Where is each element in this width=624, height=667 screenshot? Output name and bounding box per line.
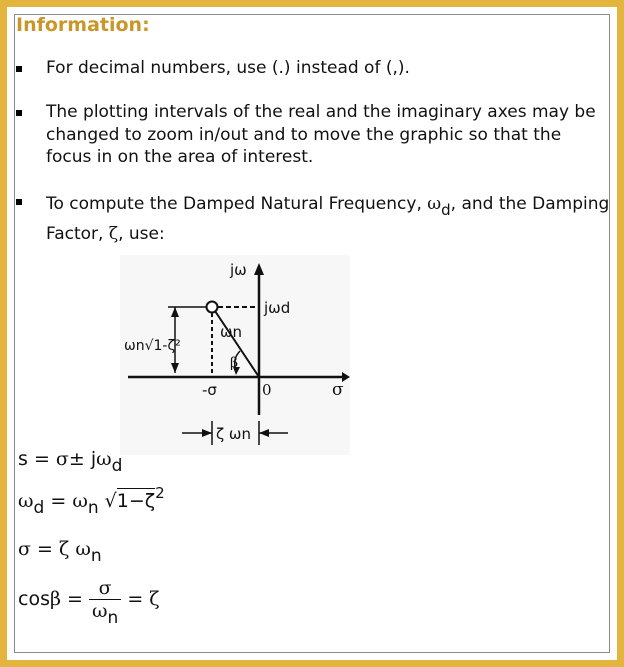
eq3-zeta: ζ xyxy=(59,538,70,560)
equation-omega-d xyxy=(18,484,165,518)
eq1-sigma: σ xyxy=(55,448,69,470)
neg-sigma-label: -σ xyxy=(202,381,217,399)
beta-label: β xyxy=(230,355,239,371)
eq3-omega: ω xyxy=(75,538,91,560)
eq1-lhs: s xyxy=(18,448,28,470)
eq1-omega: ω xyxy=(96,448,112,470)
eq2-sub: d xyxy=(33,498,45,518)
imag-axis-label: jω xyxy=(230,261,247,279)
sigma-axis-label: σ xyxy=(332,380,344,400)
eq2-radicand: 1−ζ xyxy=(116,490,156,512)
eq2-equals: = xyxy=(50,490,67,512)
eq4-beta: β xyxy=(49,588,61,610)
zeta-wn-label: ζ ωn xyxy=(216,425,251,443)
wn-label: ωn xyxy=(220,323,243,341)
eq2-omega-n: ω xyxy=(72,490,88,512)
eq1-equals: = xyxy=(33,448,50,470)
text-before: To compute the Damped Natural Frequency, xyxy=(46,194,422,214)
bullet-text-decimal: For decimal numbers, use (.) instead of (,). xyxy=(46,58,410,78)
bullet-marker xyxy=(16,66,22,72)
eq1-pm: ± xyxy=(68,448,85,470)
eq4-den-sub: n xyxy=(107,608,119,628)
bullet-marker xyxy=(16,199,22,205)
eq2-n-sub: n xyxy=(87,498,99,518)
eq4-cos: cos xyxy=(18,588,50,610)
s-plane-diagram xyxy=(120,255,350,455)
origin-label: 0 xyxy=(262,381,272,399)
eq4-fraction xyxy=(89,577,121,628)
height-label: ωn√1-ζ² xyxy=(124,338,181,354)
jwd-label: jωd xyxy=(264,299,291,317)
eq1-sub: d xyxy=(111,456,123,476)
eq3-sigma: σ xyxy=(18,538,31,560)
zeta-symbol: ζ xyxy=(108,224,119,244)
text-middle: , and the Damping Factor, xyxy=(46,194,610,244)
eq2-power: 2 xyxy=(155,484,165,502)
eq2-sqrt: √ xyxy=(104,490,117,512)
eq4-denominator xyxy=(89,600,121,628)
eq4-numerator: σ xyxy=(89,577,121,600)
text-after: , use: xyxy=(118,224,165,244)
eq1-j: j xyxy=(90,448,97,470)
eq4-equals: = xyxy=(67,588,83,610)
bullet-marker xyxy=(16,110,22,116)
eq3-equals: = xyxy=(37,538,53,560)
omega-d-symbol: ω xyxy=(427,194,442,214)
equation-s xyxy=(18,448,123,476)
equation-sigma xyxy=(18,538,102,566)
eq4-zeta: ζ xyxy=(149,588,160,610)
bullet-text-plotting: The plotting intervals of the real and the imaginary axes may be changed to zoom in/out and to move the graphic so that the focus in on the area of interest. xyxy=(46,102,596,167)
eq3-n-sub: n xyxy=(90,546,102,566)
eq2-omega: ω xyxy=(18,490,34,512)
eq4-den-omega: ω xyxy=(91,600,108,622)
bullet-text-compute xyxy=(46,189,611,249)
eq4-equals2: = xyxy=(127,588,144,610)
equation-cos-beta xyxy=(18,577,160,628)
info-title: Information: xyxy=(16,14,150,36)
omega-d-sub: d xyxy=(441,201,451,219)
